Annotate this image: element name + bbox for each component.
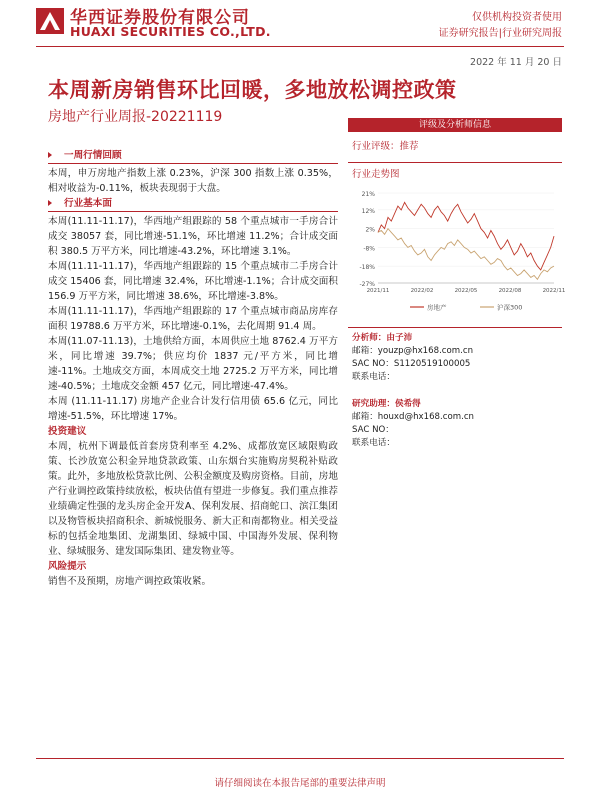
section-heading-fundamentals: 行业基本面 xyxy=(48,196,338,211)
footer-divider xyxy=(36,758,564,759)
triangle-bullet-icon xyxy=(48,152,52,158)
paragraph-new-homes: 本周(11.11-11.17)，华西地产组跟踪的 58 个重点城市一手房合计成交 38057 套，同比增速-51.1%，环比增速 11.2%；合计成交面积 380.5 万平方米，同比增速-43.2%，环比增速 3.1%。 xyxy=(48,216,338,257)
triangle-bullet-icon xyxy=(48,200,52,206)
paragraph-land: 本周(11.07-11.13)，土地供给方面，本周供应土地 8762.4 万平方米，同比增速 39.7%；供应均价 1837 元/平方米，同比增速-11%。土地成交方面，本周成交土地 2725.2 万平方米，同比增速-40.5%；土地成交金额 457 亿元，同比增速-47.4%。 xyxy=(48,336,338,392)
assistant-phone: 联系电话： xyxy=(352,438,395,448)
analyst-sac: SAC NO：S1120519100005 xyxy=(352,359,471,369)
assistant-sac: SAC NO： xyxy=(352,425,394,435)
section-rule xyxy=(48,211,338,212)
report-category: 证券研究报告|行业研究周报 xyxy=(438,28,562,39)
market-review-text: 本周，申万房地产指数上涨 0.23%，沪深 300 指数上涨 0.35%，相对收益为-0.11%，板块表现弱于大盘。 xyxy=(48,168,338,194)
x-tick-label: 2022/05 xyxy=(454,288,478,294)
series-line-real-estate xyxy=(378,202,554,270)
paragraph-investment: 本周，杭州下调最低首套房贷利率至 4.2%、成都放宽区域限购政策、长沙放宽公积金异地贷款政策、山东烟台实施购房契税补贴政策。此外，多地放松贷款比例、公积金额度及购房资格。目前，房地产行业调控政策持续放松，板块估值有望进一步修复。我们重点推荐业绩确定性强的龙头房企金开发A、保利发展、招商蛇口、滨江集团以及物管板块招商积余、新城悦服务、新大正和南都物业。相关受益标的包括金地集团、龙湖集团、绿城中国、中国海外发展、保利物业、绿城服务、建发国际集团、建发物业等。 xyxy=(48,441,338,557)
chart-title: 行业走势图 xyxy=(352,169,400,180)
assistant-email: 邮箱：houxd@hx168.com.cn xyxy=(352,412,474,422)
company-name-en: HUAXI SECURITIES CO.,LTD. xyxy=(70,24,271,39)
x-tick-label: 2022/08 xyxy=(498,288,522,294)
company-name-cn: 华西证券股份有限公司 xyxy=(70,8,250,28)
analyst-phone: 联系电话： xyxy=(352,372,395,382)
y-tick-label: -27% xyxy=(359,281,375,288)
section-heading-risk: 风险提示 xyxy=(48,561,87,572)
main-body xyxy=(48,148,338,589)
section-rule xyxy=(48,163,338,164)
y-tick-label: -8% xyxy=(363,245,375,253)
assistant-name: 研究助理：侯希得 xyxy=(352,399,421,409)
legend-label: 沪深300 xyxy=(497,303,523,312)
paragraph-inventory: 本周(11.11-11.17)，华西地产组跟踪的 17 个重点城市商品房库存面积 19788.6 万平方米，环比增速-0.1%，去化周期 91.4 周。 xyxy=(48,306,338,332)
analyst-name: 分析师：由子沛 xyxy=(352,333,413,343)
paragraph-second-hand: 本周(11.11-11.17)，华西地产组跟踪的 15 个重点城市二手房合计成交 15406 套，同比增速 32.4%，环比增速-1.1%；合计成交面积 156.9 万平方米，同比增速 38.6%，环比增速-3.8%。 xyxy=(48,261,338,302)
analyst-email: 邮箱：youzp@hx168.com.cn xyxy=(352,346,474,356)
report-subtitle: 房地产行业周报-20221119 xyxy=(48,109,223,125)
company-logo-icon xyxy=(36,8,64,34)
footer-disclaimer: 请仔细阅读在本报告尾部的重要法律声明 xyxy=(214,778,386,789)
section-heading-investment: 投资建议 xyxy=(48,426,87,437)
y-tick-label: 2% xyxy=(365,226,375,234)
legend-label: 房地产 xyxy=(427,303,447,312)
series-line-csi300 xyxy=(378,229,554,280)
analyst-block-1 xyxy=(348,332,562,384)
y-tick-label: -18% xyxy=(359,264,375,272)
x-tick-label: 2022/02 xyxy=(410,288,434,294)
header-divider xyxy=(36,46,564,47)
report-title: 本周新房销售环比回暖，多地放松调控政策 xyxy=(48,78,457,102)
sidebar-divider xyxy=(348,327,562,328)
y-tick-label: 12% xyxy=(361,207,375,215)
sidebar xyxy=(348,118,566,450)
x-tick-label: 2021/11 xyxy=(366,288,390,294)
industry-rating: 行业评级：推荐 xyxy=(352,141,419,152)
analyst-block-2 xyxy=(348,398,562,450)
y-tick-label: 21% xyxy=(361,191,375,198)
paragraph-bonds: 本周 (11.11-11.17) 房地产企业合计发行信用债 65.6 亿元，同比增速-51.5%，环比增速 17%。 xyxy=(48,396,338,422)
x-tick-label: 2022/11 xyxy=(542,288,566,294)
report-date: 2022 年 11 月 20 日 xyxy=(470,57,562,68)
paragraph-risk: 销售不及预期，房地产调控政策收紧。 xyxy=(48,576,212,587)
sidebar-header: 评级及分析师信息 xyxy=(348,118,562,132)
trend-chart xyxy=(348,187,566,321)
section-heading-market: 一周行情回顾 xyxy=(48,148,338,163)
audience-tagline: 仅供机构投资者使用 xyxy=(472,12,562,23)
